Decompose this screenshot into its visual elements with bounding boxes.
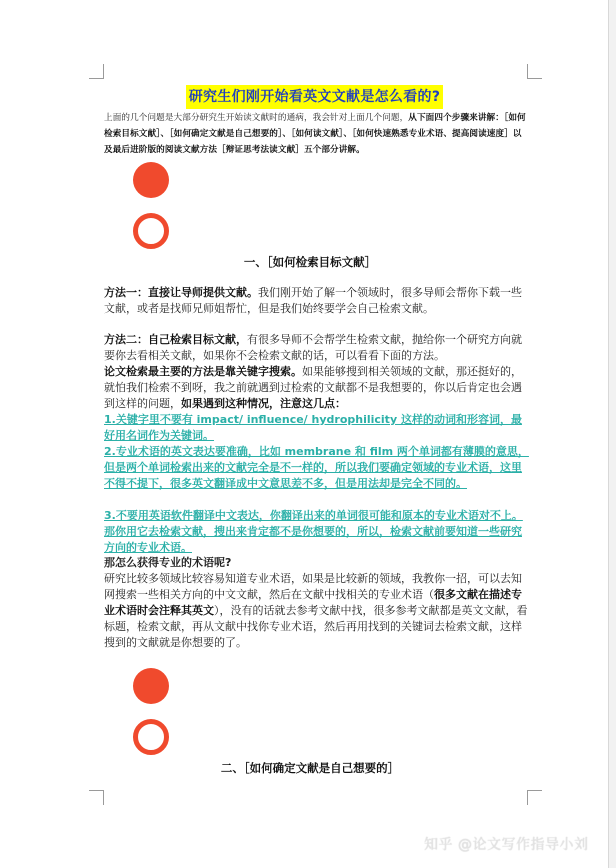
method-1-text: 我们刚开始了解一个领域时，很多导师会帮你下载一些文献，或者是找师兄师姐帮忙，但是我们始终要学会自己检索文献。: [104, 286, 522, 315]
watermark: 知乎 @论文写作指导小刘: [424, 837, 589, 853]
tip-1: 1.关键字里不要有 impact/ influence/ hydrophilicity 这样的动词和形容词，最好用名词作为关键词。: [104, 413, 522, 442]
intro-text: 上面的几个问题是大部分研究生开始读文献时的通病，我会针对上面几个问题，: [104, 113, 409, 123]
red-dot-icon: [133, 668, 169, 704]
intro-bold-text: 从下面四个步骤来讲解：［如何检索目标文献］、［如何确定文献是自己想要的］、［如何读文献］、［如何快速熟悉专业术语、提高阅读速度］以及最后进阶版的阅读文献方法［辩证思考法读文献］五个部分讲解。: [104, 113, 526, 155]
terms-heading: 那怎么获得专业的术语呢?: [104, 556, 232, 569]
intro-paragraph: [104, 110, 529, 158]
keyword-paragraph: [104, 364, 529, 412]
keyword-bold: 论文检索最主要的方法是靠关键字搜索。: [104, 365, 302, 378]
method-2-label: 方法二：自己检索目标文献，: [104, 333, 247, 346]
method-2-paragraph: [104, 332, 529, 364]
margin-mark-top-left: [89, 64, 104, 79]
terms-paragraph: [104, 571, 529, 651]
terms-text-1: 研究比较多领域比较容易知道专业术语，如果是比较新的领域，我教你一招，可以去知网搜索一些相关方向的中文文献，然后在文献中找相关的专业术语（: [104, 572, 522, 601]
section-1-heading: 一、［如何检索目标文献］: [243, 255, 377, 269]
method-2-text: 有很多导师不会帮学生检索文献，抛给你一个研究方向就要你去看相关文献，如果你不会检索文献的话，可以看看下面的方法。: [104, 333, 522, 362]
tip-3: 3.不要用英语软件翻译中文表达，你翻译出来的单词很可能和原本的专业术语对不上。那你用它去检索文献，搜出来肯定都不是你想要的，所以，检索文献前要知道一些研究方向的专业术语。: [104, 509, 523, 554]
method-1-paragraph: [104, 285, 529, 317]
page-title: 研究生们刚开始看英文文献是怎么看的?: [186, 85, 443, 109]
method-1-label: 方法一：直接让导师提供文献。: [104, 286, 258, 299]
margin-mark-bottom-right: [527, 790, 542, 805]
red-ring-icon: [133, 719, 169, 755]
tip-2: 2.专业术语的英文表达要准确，比如 membrane 和 film 两个单词都有薄膜的意思，但是两个单词检索出来的文献完全是不一样的，所以我们要确定领域的专业术语，这里不得不提下，很多英文翻译成中文意思差不多，但是用法却是完全不同的。: [104, 445, 529, 490]
terms-text-2: ），没有的话就去参考文献中找，很多参考文献都是英文文献，看标题，检索文献，再从文献中找你专业术语，然后再用找到的关键词去检索文献，这样搜到的文献就是你想要的了。: [104, 604, 528, 649]
keyword-text: 如果能够搜到相关领域的文献，那还挺好的，就怕我们检索不到呀，我之前就遇到过检索的文献都不是我想要的，你以后肯定也会遇到这样的问题，: [104, 365, 522, 410]
red-dot-icon: [133, 162, 169, 198]
terms-bold: 很多文献在描述专业术语时会注释其英文: [104, 588, 522, 617]
keyword-bold-tail: 如果遇到这种情况，注意这几点：: [181, 397, 346, 410]
red-ring-icon: [133, 213, 169, 249]
margin-mark-top-right: [527, 64, 542, 79]
margin-mark-bottom-left: [89, 790, 104, 805]
section-2-heading: 二、［如何确定文献是自己想要的］: [220, 761, 400, 775]
